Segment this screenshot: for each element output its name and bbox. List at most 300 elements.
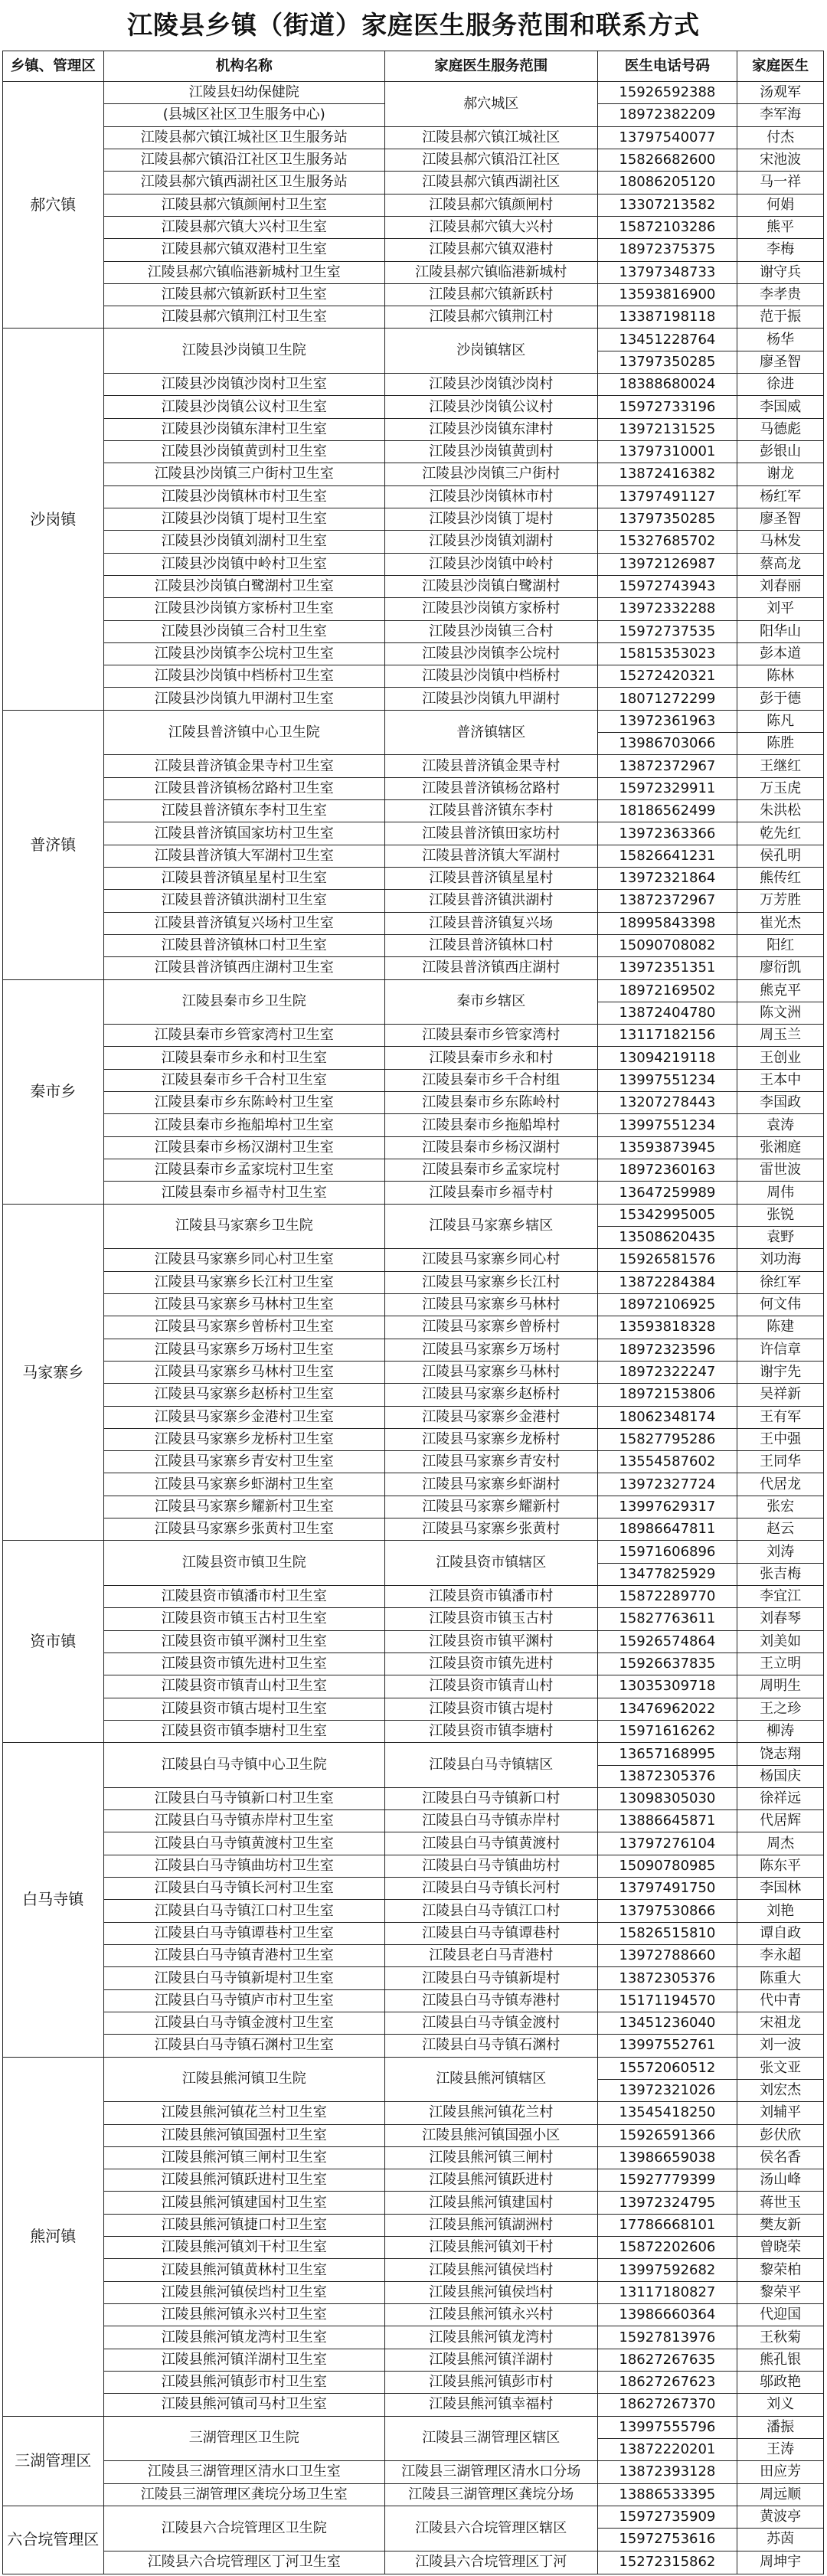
institution-cell [103,1922,384,1944]
institution-cell [103,867,384,889]
doctor-cell [737,1473,824,1496]
institution-cell-line: 江陵县资市镇潘市村卫生室 [161,1588,327,1605]
service-area-cell: 江陵县秦市乡千合村组 [384,1069,597,1091]
doctor-cell-line: 王继红 [760,757,802,774]
phone-cell [597,979,737,1025]
phone-cell-line: 13797540077 [619,129,716,145]
institution-cell-line: 江陵县普济镇星星村卫生室 [161,870,327,887]
doctor-cell [737,2326,824,2349]
institution-cell [103,194,384,216]
phone-cell-line: 15272420321 [619,668,716,685]
phone-cell [597,553,737,575]
doctor-cell [737,1878,824,1900]
phone-cell-line: 13797491750 [619,1880,716,1897]
phone-cell [597,1384,737,1406]
doctor-cell-line: 熊平 [767,219,795,236]
phone-cell-line: 13872305376 [598,1765,737,1787]
table-row [3,1967,824,1989]
institution-cell-line: 江陵县普济镇大军湖村卫生室 [154,847,334,864]
phone-cell-line: 15815353023 [619,645,716,662]
phone-cell-line: 18972382209 [619,106,716,123]
institution-cell-line: 江陵县沙岗镇九甲湖村卫生室 [154,690,334,707]
table-row [3,1496,824,1518]
doctor-cell-line: 刘艳 [767,1902,795,1919]
service-area-cell: 江陵县白马寺镇曲坊村 [384,1855,597,1877]
table-row [3,194,824,216]
service-area-cell: 江陵县熊河镇永兴村 [384,2304,597,2326]
phone-cell [597,531,737,553]
service-area-cell: 江陵县马家寨乡马林村 [384,1361,597,1383]
institution-cell-line: 江陵县三湖管理区龚垸分场卫生室 [140,2486,348,2502]
institution-cell [103,374,384,396]
phone-cell-line: 18972106925 [619,1296,716,1313]
phone-cell-line: 13997552761 [619,2037,716,2054]
doctor-cell-line: 马林发 [760,533,802,550]
doctor-cell-line: 代迎国 [760,2306,802,2323]
phone-cell-line: 13451228764 [619,331,716,348]
phone-cell-line: 15826641231 [619,847,716,864]
table-row [3,755,824,777]
table-row [3,1743,824,1788]
institution-cell [103,2394,384,2416]
institution-cell-line: 江陵县沙岗镇方家桥村卫生室 [154,600,334,617]
phone-cell [597,1675,737,1698]
table-row [3,2237,824,2259]
institution-cell [103,1878,384,1900]
phone-cell-line: 13387198118 [619,309,716,325]
doctor-cell-line: 张宏 [767,1498,795,1515]
institution-cell [103,2214,384,2236]
service-area-cell: 江陵县普济镇林口村 [384,934,597,956]
table-row [3,2506,824,2551]
table-row [3,1630,824,1652]
phone-cell [597,261,737,283]
institution-cell [103,1092,384,1114]
table-row [3,1675,824,1698]
doctor-cell [737,2483,824,2506]
phone-cell [597,396,737,418]
institution-cell-line: 江陵县资市镇平渊村卫生室 [161,1633,327,1649]
table-row [3,1518,824,1541]
phone-cell-line: 18627267623 [619,2374,716,2391]
phone-cell-line: 15926637835 [619,1656,716,1672]
table-row [3,1608,824,1630]
phone-cell [597,2214,737,2236]
service-area-cell: 江陵县熊河镇国强小区 [384,2124,597,2146]
table-row [3,1878,824,1900]
doctor-cell-line: 阳华山 [760,623,802,639]
doctor-cell [737,1945,824,1967]
doctor-cell-line: 刘辅平 [760,2104,802,2121]
service-area-cell: 江陵县白马寺镇黄渡村 [384,1832,597,1855]
table-row [3,934,824,956]
phone-cell-line: 18086205120 [619,174,716,191]
institution-cell-line: 江陵县郝穴镇颜闸村卫生室 [161,196,327,213]
service-area-cell: 江陵县马家寨乡马林村 [384,1293,597,1316]
service-area-cell: 江陵县普济镇洪湖村 [384,890,597,912]
doctor-cell-line: 王创业 [760,1049,802,1066]
institution-cell-line: 江陵县普济镇杨岔路村卫生室 [154,780,334,796]
table-row [3,2169,824,2192]
doctor-cell [737,1316,824,1339]
phone-cell-line: 18062348174 [619,1408,716,1425]
institution-cell-line: 江陵县普济镇东李村卫生室 [161,803,327,819]
doctor-cell [737,216,824,238]
phone-cell-line: 13477825929 [598,1563,737,1585]
institution-cell-line: 江陵县秦市乡孟家垸村卫生室 [154,1162,334,1178]
service-area-cell: 江陵县郝穴镇沿江社区 [384,149,597,171]
institution-cell [103,2461,384,2483]
institution-cell [103,575,384,597]
phone-cell-line: 18972323596 [619,1341,716,1358]
table-body [3,82,824,2574]
institution-cell-line: 江陵县沙岗镇林市村卫生室 [161,488,327,505]
institution-cell-line: 江陵县普济镇金果寺村卫生室 [154,757,334,774]
phone-cell-line: 13972321026 [598,2079,737,2101]
doctor-cell-line: 樊友新 [760,2216,802,2233]
service-area-cell: 江陵县沙岗镇三户街村 [384,463,597,485]
doctor-cell [737,1204,824,1249]
phone-cell [597,1361,737,1383]
doctor-cell-line: 周伟 [767,1184,795,1201]
doctor-cell [737,688,824,710]
doctor-cell-line: 彭伏欣 [760,2127,802,2143]
doctor-cell [737,867,824,889]
phone-cell [597,2237,737,2259]
service-area-cell: 江陵县沙岗镇刘湖村 [384,531,597,553]
doctor-cell-line: 徐红军 [760,1273,802,1290]
institution-cell-line: 江陵县沙岗镇三户街村卫生室 [154,466,334,482]
service-area-cell: 江陵县马家寨乡万场村 [384,1339,597,1361]
service-area-cell: 江陵县普济镇西庄湖村 [384,957,597,979]
institution-cell-line: 江陵县郝穴镇江城社区卫生服务站 [140,129,348,145]
phone-cell-line: 13117180827 [619,2283,716,2300]
table-row [3,1025,824,1047]
service-area-cell: 江陵县秦市乡福寺村 [384,1182,597,1204]
table-row [3,2326,824,2349]
doctor-cell [737,1339,824,1361]
table-row [3,1339,824,1361]
phone-cell [597,329,737,374]
institution-cell-line: 江陵县秦市乡管家湾村卫生室 [154,1027,334,1044]
doctor-cell [737,1630,824,1652]
institution-cell [103,1473,384,1496]
phone-cell [597,777,737,799]
town-cell: 马家寨乡 [3,1204,104,1541]
table-row [3,553,824,575]
table-row [3,620,824,642]
doctor-cell-line: 熊孔银 [760,2351,802,2368]
table-row [3,1384,824,1406]
phone-cell-line: 15927813976 [619,2329,716,2346]
doctor-cell-line: 周玉兰 [760,1027,802,1044]
phone-cell [597,194,737,216]
doctor-cell-line: 代中青 [760,1992,802,2009]
phone-cell-line: 13593873945 [619,1139,716,1156]
town-cell: 资市镇 [3,1541,104,1743]
table-row [3,2146,824,2169]
phone-cell-line: 13647259989 [619,1184,716,1201]
table-row [3,2124,824,2146]
phone-cell [597,2326,737,2349]
phone-cell [597,1541,737,1586]
doctor-cell [737,777,824,799]
table-row [3,1092,824,1114]
doctor-cell [737,126,824,149]
phone-cell-line: 15972737535 [619,623,716,639]
doctor-cell [737,1608,824,1630]
service-area-cell: 江陵县秦市乡杨汉湖村 [384,1136,597,1159]
institution-cell-line: 江陵县郝穴镇西湖社区卫生服务站 [140,174,348,191]
phone-cell-line: 13872393128 [619,2463,716,2480]
institution-cell-line: 江陵县沙岗镇李公垸村卫生室 [154,645,334,662]
institution-cell-line: 江陵县熊河镇国强村卫生室 [161,2127,327,2143]
institution-cell-line: 江陵县马家寨乡虾湖村卫生室 [154,1476,334,1492]
phone-cell-line: 13997555796 [619,2418,716,2435]
doctor-cell [737,418,824,440]
phone-cell-line: 13307213582 [619,196,716,213]
table-row [3,2259,824,2281]
phone-cell [597,912,737,934]
phone-cell-line: 13972788660 [619,1947,716,1964]
institution-cell-line: 江陵县资市镇先进村卫生室 [161,1656,327,1672]
doctor-cell-line: 王涛 [737,2438,823,2460]
phone-cell [597,283,737,306]
institution-cell [103,1787,384,1809]
institution-cell-line: 江陵县沙岗镇中岭村卫生室 [161,555,327,572]
institution-cell [103,800,384,822]
phone-cell-line: 15972753616 [598,2528,737,2550]
service-area-cell: 江陵县六合垸管理区辖区 [384,2506,597,2551]
institution-cell-line: (县城区社区卫生服务中心) [162,106,325,123]
phone-cell [597,822,737,845]
phone-cell-line: 13972351351 [619,959,716,976]
phone-cell-line: 18995843398 [619,914,716,931]
institution-cell-line: 江陵县三湖管理区清水口卫生室 [147,2463,341,2480]
table-row [3,845,824,867]
doctor-cell [737,2057,824,2102]
service-area-cell: 江陵县沙岗镇李公垸村 [384,642,597,665]
institution-cell [103,642,384,665]
phone-cell [597,239,737,261]
phone-cell-line: 13972126987 [619,555,716,572]
institution-cell [103,890,384,912]
doctor-cell [737,508,824,530]
doctor-cell [737,979,824,1025]
doctor-cell-line: 谢宇先 [760,1364,802,1381]
phone-cell [597,890,737,912]
header-row [3,51,824,82]
service-area-cell: 江陵县郝穴镇新跃村 [384,283,597,306]
doctor-cell [737,1832,824,1855]
doctor-cell-line: 彭于德 [760,690,802,707]
service-area-cell: 江陵县秦市乡拖船埠村 [384,1114,597,1136]
institution-cell [103,2551,384,2574]
institution-cell-line: 江陵县熊河镇黄林村卫生室 [161,2261,327,2278]
doctor-cell [737,2169,824,2192]
table-row [3,957,824,979]
phone-cell [597,1114,737,1136]
doctor-cell [737,1922,824,1944]
institution-cell-line: 江陵县妇幼保健院 [188,84,299,101]
institution-cell [103,463,384,485]
service-area-cell: 江陵县熊河镇侯垱村 [384,2259,597,2281]
doctor-cell [737,2102,824,2124]
doctor-cell-line: 汤观军 [760,84,802,101]
institution-cell [103,149,384,171]
phone-cell [597,2169,737,2192]
phone-cell [597,800,737,822]
doctor-cell-line: 李梅 [767,241,795,258]
phone-cell [597,2461,737,2483]
institution-cell [103,2371,384,2393]
phone-cell-line: 13872284384 [619,1273,716,1290]
phone-cell-line: 13972363366 [619,825,716,842]
institution-cell-line: 江陵县白马寺镇金渡村卫生室 [154,2015,334,2032]
doctor-cell [737,2394,824,2416]
phone-cell-line: 13872372967 [619,892,716,909]
phone-cell-line: 13117182156 [619,1027,716,1044]
doctor-cell [737,149,824,171]
institution-cell-line: 江陵县沙岗镇卫生院 [181,342,306,359]
institution-cell-line: 江陵县秦市乡福寺村卫生室 [161,1184,327,1201]
doctor-cell-line: 宋池波 [760,152,802,168]
doctor-cell-line: 廖衍凯 [760,959,802,976]
doctor-cell-line: 王秋菊 [760,2329,802,2346]
phone-cell-line: 15826682600 [619,152,716,168]
doctor-cell-line: 何文伟 [760,1296,802,1313]
doctor-cell [737,553,824,575]
service-area-cell: 江陵县马家寨乡龙桥村 [384,1428,597,1450]
phone-cell [597,216,737,238]
service-area-cell: 江陵县资市镇李塘村 [384,1720,597,1742]
phone-cell-line: 15827795286 [619,1430,716,1447]
table-row [3,172,824,194]
phone-cell-line: 17786668101 [619,2216,716,2233]
phone-cell [597,2102,737,2124]
institution-cell-line: 三湖管理区卫生院 [188,2430,299,2447]
phone-cell-line: 15327685702 [619,533,716,550]
service-area-cell: 江陵县沙岗镇丁堤村 [384,508,597,530]
institution-cell [103,1451,384,1473]
service-area-cell: 江陵县熊河镇彭市村 [384,2371,597,2393]
doctor-cell-line: 陈凡 [767,713,795,730]
institution-cell [103,508,384,530]
institution-cell-line: 江陵县马家寨乡耀新村卫生室 [154,1498,334,1515]
phone-cell [597,688,737,710]
institution-cell-line: 江陵县熊河镇建国村卫生室 [161,2194,327,2211]
institution-cell [103,2483,384,2506]
table-row [3,2349,824,2371]
doctor-cell-line: 陈东平 [760,1857,802,1874]
table-row [3,1136,824,1159]
service-area-cell: 江陵县普济镇大军湖村 [384,845,597,867]
doctor-cell [737,2214,824,2236]
doctor-cell [737,2506,824,2551]
institution-cell [103,1832,384,1855]
institution-cell [103,1025,384,1047]
doctor-cell-line: 杨国庆 [737,1765,823,1787]
doctor-cell [737,2124,824,2146]
service-area-cell: 江陵县马家寨乡张黄村 [384,1518,597,1541]
table-row [3,1204,824,1249]
phone-cell-line: 13098305030 [619,1790,716,1806]
institution-cell [103,2259,384,2281]
doctor-cell-line: 赵云 [767,1521,795,1538]
doctor-cell [737,283,824,306]
institution-cell-line: 江陵县熊河镇花兰村卫生室 [161,2104,327,2121]
table-row [3,1945,824,1967]
table-row [3,2461,824,2483]
phone-cell-line: 13094219118 [619,1049,716,1066]
phone-cell [597,172,737,194]
institution-cell [103,261,384,283]
institution-cell [103,1541,384,1586]
phone-cell [597,1339,737,1361]
institution-cell [103,777,384,799]
institution-cell-line: 江陵县普济镇洪湖村卫生室 [161,892,327,909]
doctor-cell-line: 杨华 [767,331,795,348]
phone-cell-line: 15971606896 [619,1543,716,1560]
phone-cell-line: 18972375375 [619,241,716,258]
service-area-cell: 江陵县马家寨乡耀新村 [384,1496,597,1518]
doctor-cell-line: 刘功海 [760,1251,802,1268]
doctor-cell-line: 柳涛 [767,1723,795,1740]
phone-cell-line: 13986659038 [619,2149,716,2166]
header-town: 乡镇、管理区 [3,51,104,82]
doctor-cell-line: 雷世波 [760,1162,802,1178]
service-area-cell: 江陵县熊河镇湖洲村 [384,2214,597,2236]
town-cell: 普济镇 [3,710,104,979]
service-area-cell: 江陵县普济镇复兴场 [384,912,597,934]
phone-cell [597,2416,737,2461]
service-area-cell: 江陵县沙岗镇白鹭湖村 [384,575,597,597]
institution-cell-line: 江陵县熊河镇卫生院 [181,2071,306,2087]
institution-cell [103,688,384,710]
service-area-cell: 江陵县白马寺镇新口村 [384,1787,597,1809]
institution-cell [103,2169,384,2192]
doctor-cell [737,306,824,329]
institution-cell [103,172,384,194]
institution-cell [103,2035,384,2057]
header-institution: 机构名称 [103,51,384,82]
doctor-cell [737,912,824,934]
phone-cell [597,463,737,485]
table-row [3,2057,824,2102]
table-row [3,1855,824,1877]
table-row [3,777,824,799]
institution-cell-line: 江陵县白马寺镇庐市村卫生室 [154,1992,334,2009]
doctor-cell [737,1541,824,1586]
table-row [3,82,824,104]
doctor-cell [737,1743,824,1788]
town-cell: 郝穴镇 [3,82,104,329]
doctor-cell [737,1787,824,1809]
service-area-cell: 江陵县熊河镇辖区 [384,2057,597,2102]
doctor-cell-line: 刘宏杰 [737,2079,823,2101]
table-row [3,665,824,688]
institution-cell [103,553,384,575]
phone-cell-line: 15972329911 [619,780,716,796]
phone-cell [597,2304,737,2326]
service-area-cell: 郝穴城区 [384,82,597,127]
table-row [3,575,824,597]
institution-cell-line: 江陵县秦市乡永和村卫生室 [161,1049,327,1066]
table-row [3,441,824,463]
institution-cell [103,2057,384,2102]
phone-cell [597,2394,737,2416]
phone-cell [597,104,737,126]
